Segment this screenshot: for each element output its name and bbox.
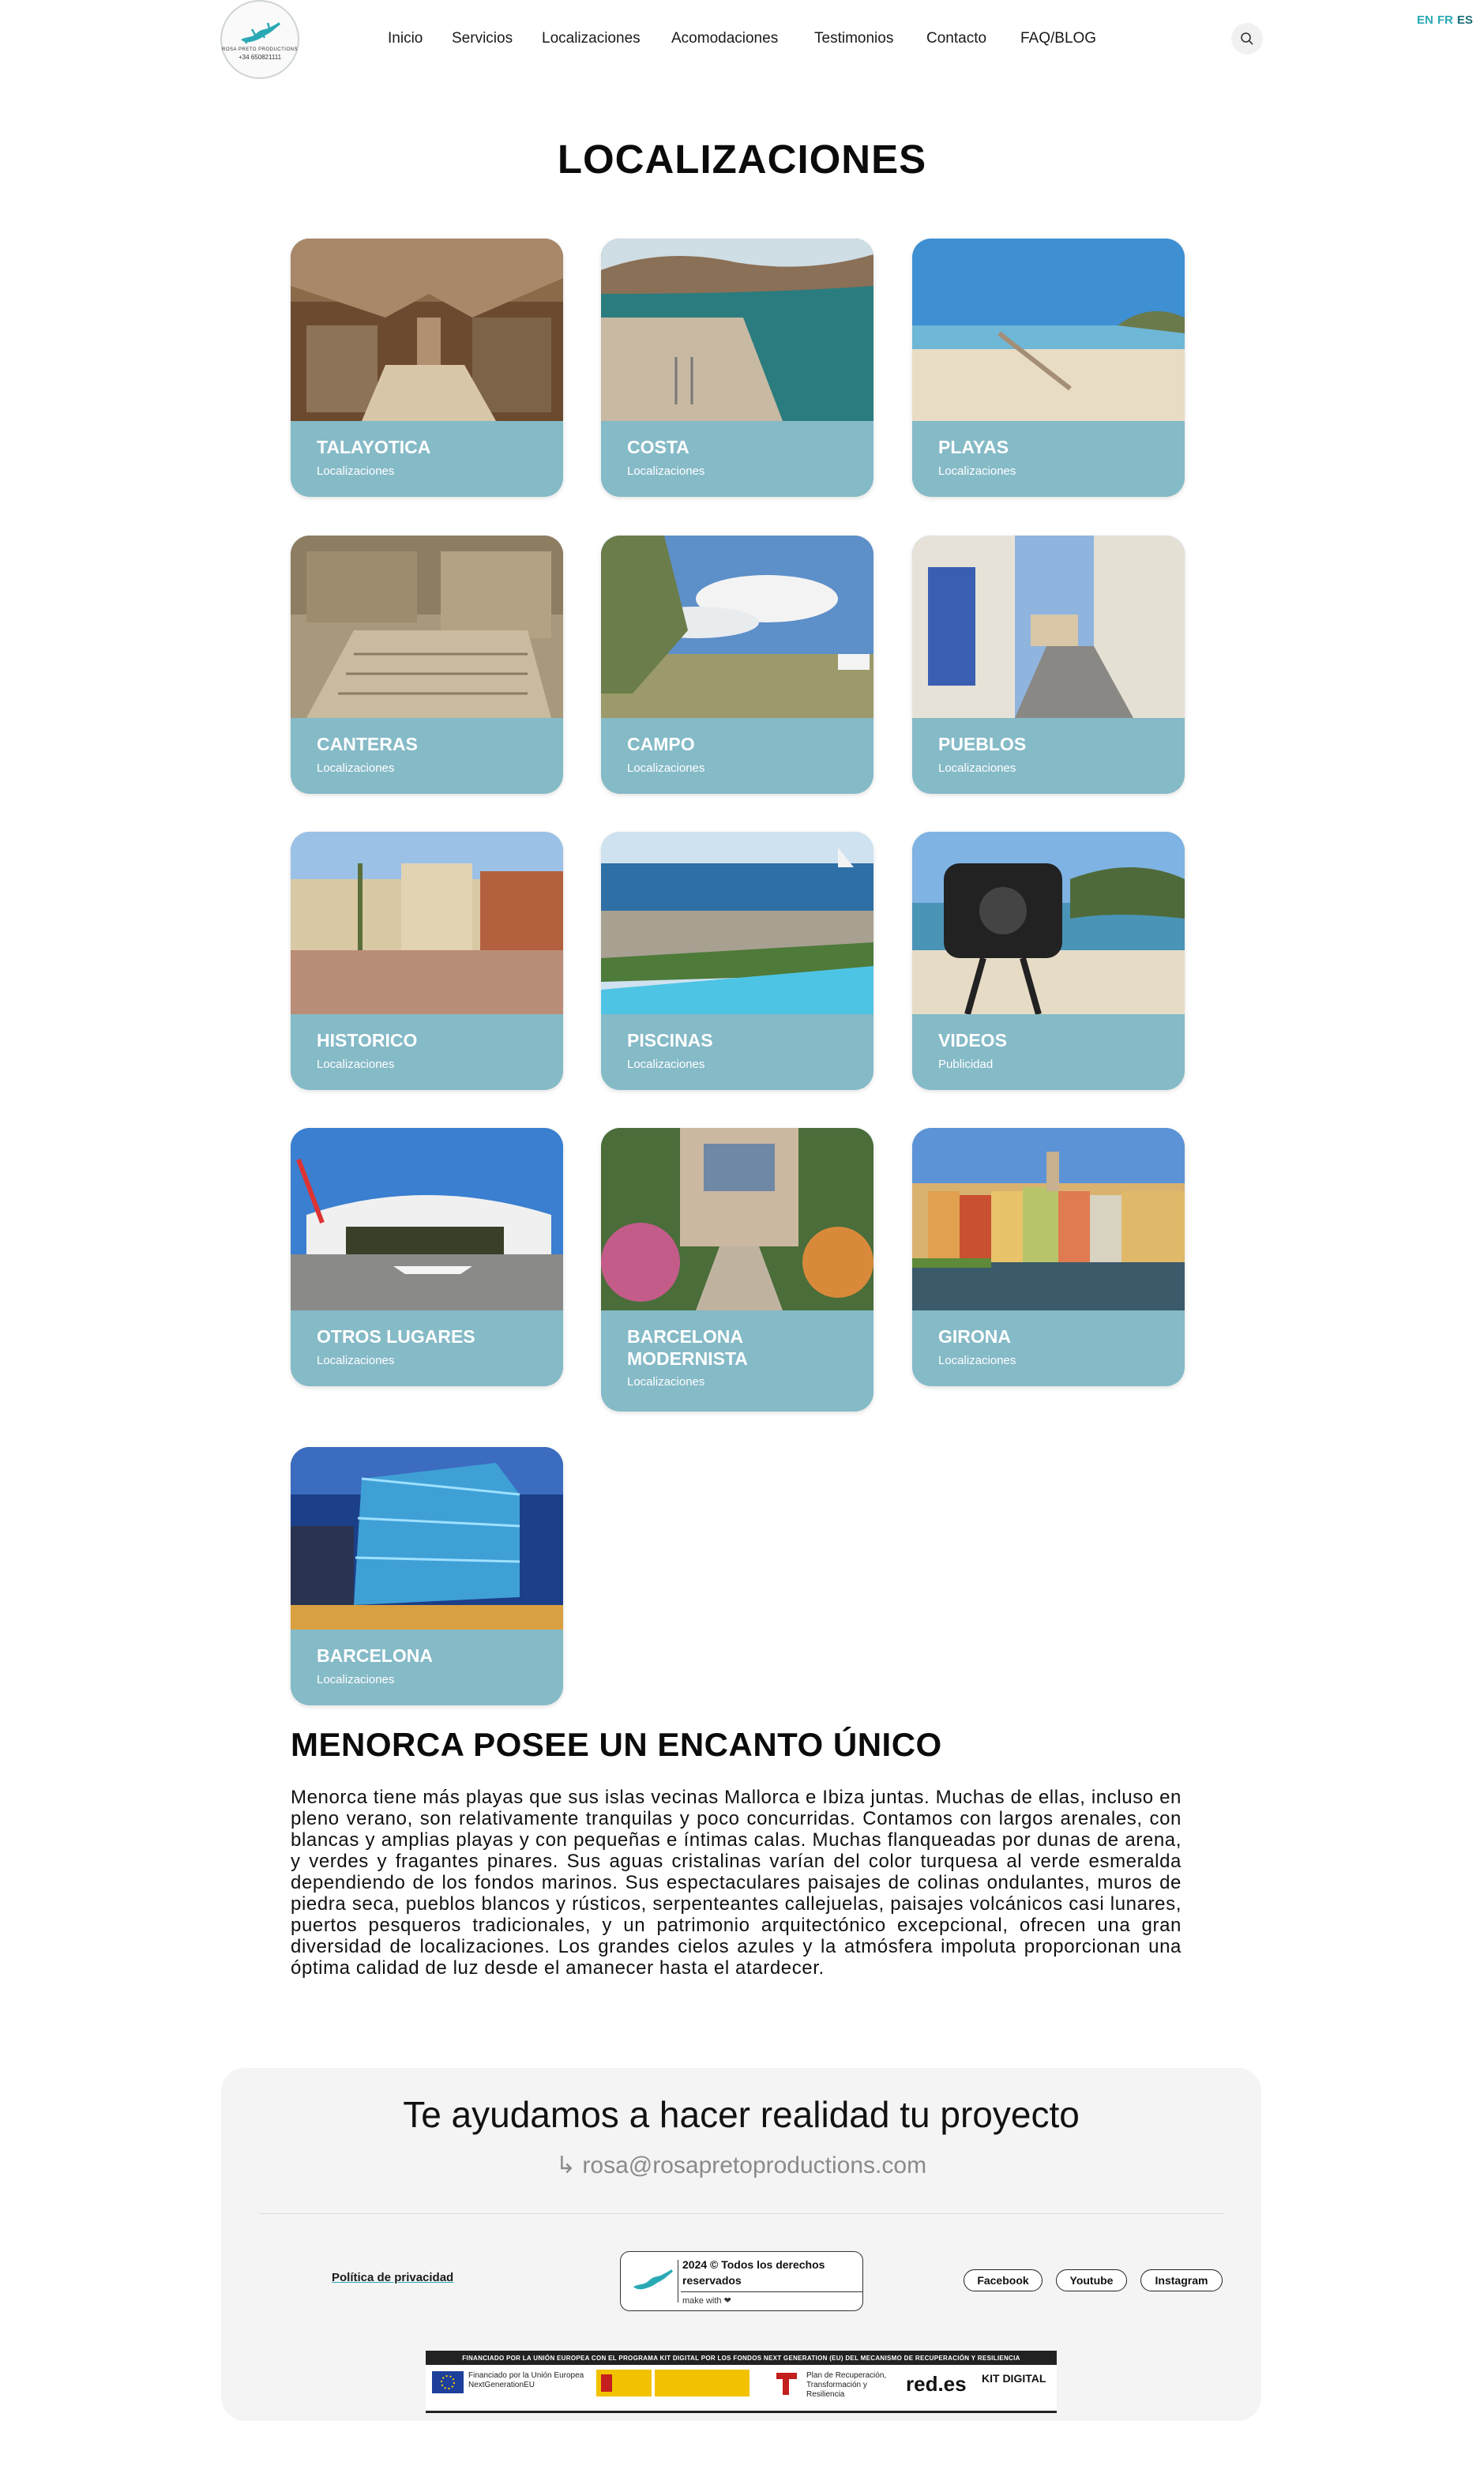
location-card[interactable] <box>912 1128 1185 1386</box>
location-card[interactable] <box>291 1128 563 1386</box>
footer-logo <box>627 2260 678 2302</box>
section-paragraph: Menorca tiene más playas que sus islas vecinas Mallorca e Ibiza juntas. Muchas de ellas, incluso en pleno verano, son relativamente tranquilas y poco concurridas. Contamos con largos arenales, con blancas y amplias playas y con pequeñas e íntimas calas. Muchas flanqueadas por dunas de arena, y verdes y fragantes pinares. Sus aguas cristalinas varían del color turquesa al verde esmeralda dependiendo de los fondos marinos. Sus espectaculares paisajes de colinas ondulantes, muros de piedra seca, pueblos blancos y rústicos, serpenteantes callejuelas, paisajes volcánicos casi lunares, puertos pesqueros tradicionales, y un patrimonio arquitectónico excepcional, ofrecen una gran diversidad de localizaciones. Los grandes cielos azules y la atmósfera impoluta proporcionan una óptima calidad de luz desde el amanecer hasta el atardecer. <box>291 1787 1182 1979</box>
location-photo[interactable] <box>601 1128 873 1310</box>
location-category: Localizaciones <box>317 1673 395 1686</box>
eu-flag-icon <box>432 2371 464 2393</box>
facebook-button[interactable]: Facebook <box>964 2269 1043 2291</box>
location-title[interactable]: BARCELONA MODERNISTA <box>627 1326 748 1369</box>
made-with-text: make with ❤ <box>682 2296 731 2306</box>
redes-logo: red.es <box>906 2372 967 2396</box>
location-category: Localizaciones <box>627 1058 705 1071</box>
nav-localizaciones[interactable]: Localizaciones <box>542 30 641 47</box>
location-category: Localizaciones <box>938 464 1016 478</box>
location-title[interactable]: TALAYOTICA <box>317 437 431 457</box>
location-category: Localizaciones <box>317 464 395 478</box>
gecko-icon <box>627 2260 678 2302</box>
lang-en[interactable]: EN <box>1417 13 1433 27</box>
eu-funding-text: Financiado por la Unión Europea NextGenerationEU <box>468 2371 584 2389</box>
location-photo[interactable] <box>601 536 873 718</box>
location-card[interactable] <box>291 832 563 1090</box>
nav-faq-blog[interactable]: FAQ/BLOG <box>1020 30 1097 47</box>
location-photo[interactable] <box>912 239 1185 421</box>
location-category: Localizaciones <box>627 761 705 775</box>
spain-government-logo <box>596 2370 754 2396</box>
location-card[interactable] <box>601 832 873 1090</box>
nav-testimonios[interactable]: Testimonios <box>814 30 894 47</box>
copyright-box <box>620 2251 863 2311</box>
copyright-text: 2024 © Todos los derechos reservados <box>682 2258 825 2287</box>
location-title[interactable]: BARCELONA <box>317 1645 433 1666</box>
nav-servicios[interactable]: Servicios <box>452 30 513 47</box>
location-title[interactable]: GIRONA <box>938 1326 1011 1347</box>
location-category: Localizaciones <box>938 1354 1016 1367</box>
location-card[interactable] <box>291 239 563 497</box>
location-title[interactable]: PUEBLOS <box>938 734 1027 754</box>
location-title[interactable]: HISTORICO <box>317 1030 418 1051</box>
location-category: Localizaciones <box>627 464 705 478</box>
eu-funding-banner <box>426 2351 1057 2413</box>
logo-text: ROSA PRETO PRODUCTIONS <box>222 47 298 52</box>
search-button[interactable] <box>1231 23 1263 55</box>
location-photo[interactable] <box>291 536 563 718</box>
location-title[interactable]: COSTA <box>627 437 689 457</box>
location-title[interactable]: CANTERAS <box>317 734 418 754</box>
location-card[interactable] <box>601 536 873 794</box>
recovery-plan-text: Plan de Recuperación, Transformación y Resiliencia <box>806 2371 887 2399</box>
location-card[interactable] <box>601 1128 873 1412</box>
location-card[interactable] <box>912 536 1185 794</box>
youtube-button[interactable]: Youtube <box>1056 2269 1127 2291</box>
location-category: Localizaciones <box>317 1058 395 1071</box>
footer-divider <box>259 2213 1223 2214</box>
site-logo[interactable] <box>220 0 299 79</box>
location-card[interactable] <box>291 536 563 794</box>
section-heading: MENORCA POSEE UN ENCANTO ÚNICO <box>291 1726 942 1763</box>
lang-es[interactable]: ES <box>1456 13 1473 27</box>
location-photo[interactable] <box>601 832 873 1014</box>
location-title[interactable]: PISCINAS <box>627 1030 713 1051</box>
location-title[interactable]: PLAYAS <box>938 437 1009 457</box>
language-switcher <box>1417 13 1473 27</box>
page-title: LOCALIZACIONES <box>557 137 927 182</box>
location-card[interactable] <box>291 1447 563 1705</box>
location-photo[interactable] <box>912 536 1185 718</box>
copyright-separator <box>681 2291 862 2292</box>
location-title[interactable]: OTROS LUGARES <box>317 1326 475 1347</box>
footer <box>221 2068 1261 2421</box>
location-card[interactable] <box>912 239 1185 497</box>
location-card[interactable] <box>912 832 1185 1090</box>
location-photo[interactable] <box>912 1128 1185 1310</box>
gecko-icon <box>238 19 282 46</box>
logo-phone: +34 650821111 <box>238 53 282 61</box>
instagram-button[interactable]: Instagram <box>1140 2269 1223 2291</box>
nav-acomodaciones[interactable]: Acomodaciones <box>671 30 779 47</box>
nav-contacto[interactable]: Contacto <box>926 30 987 47</box>
location-category: Localizaciones <box>627 1375 705 1389</box>
location-title[interactable]: CAMPO <box>627 734 695 754</box>
lang-fr[interactable]: FR <box>1437 13 1453 27</box>
privacy-link[interactable]: Política de privacidad <box>332 2271 454 2284</box>
location-title[interactable]: VIDEOS <box>938 1030 1007 1051</box>
email-link[interactable]: ↳ rosa@rosapretoproductions.com <box>555 2152 927 2178</box>
location-card[interactable] <box>601 239 873 497</box>
cta-heading: Te ayudamos a hacer realidad tu proyecto <box>403 2094 1080 2135</box>
nav-inicio[interactable]: Inicio <box>388 30 423 47</box>
location-photo[interactable] <box>291 1128 563 1310</box>
search-icon <box>1240 32 1254 46</box>
location-photo[interactable] <box>291 239 563 421</box>
location-photo[interactable] <box>601 239 873 421</box>
kit-digital-logo: KIT DIGITAL <box>982 2372 1046 2385</box>
recovery-plan-icon <box>773 2370 802 2396</box>
eu-banner-title: FINANCIADO POR LA UNIÓN EUROPEA CON EL PROGRAMA KIT DIGITAL POR LOS FONDOS NEXT GENERATION (EU) DEL MECANISMO DE RECUPERACIÓN Y RESILIENCIA <box>426 2352 1057 2365</box>
location-photo[interactable] <box>291 832 563 1014</box>
location-category: Localizaciones <box>317 1354 395 1367</box>
location-photo[interactable] <box>912 832 1185 1014</box>
location-category: Localizaciones <box>938 761 1016 775</box>
location-category: Localizaciones <box>317 761 395 775</box>
location-category: Publicidad <box>938 1058 994 1071</box>
location-photo[interactable] <box>291 1447 563 1630</box>
